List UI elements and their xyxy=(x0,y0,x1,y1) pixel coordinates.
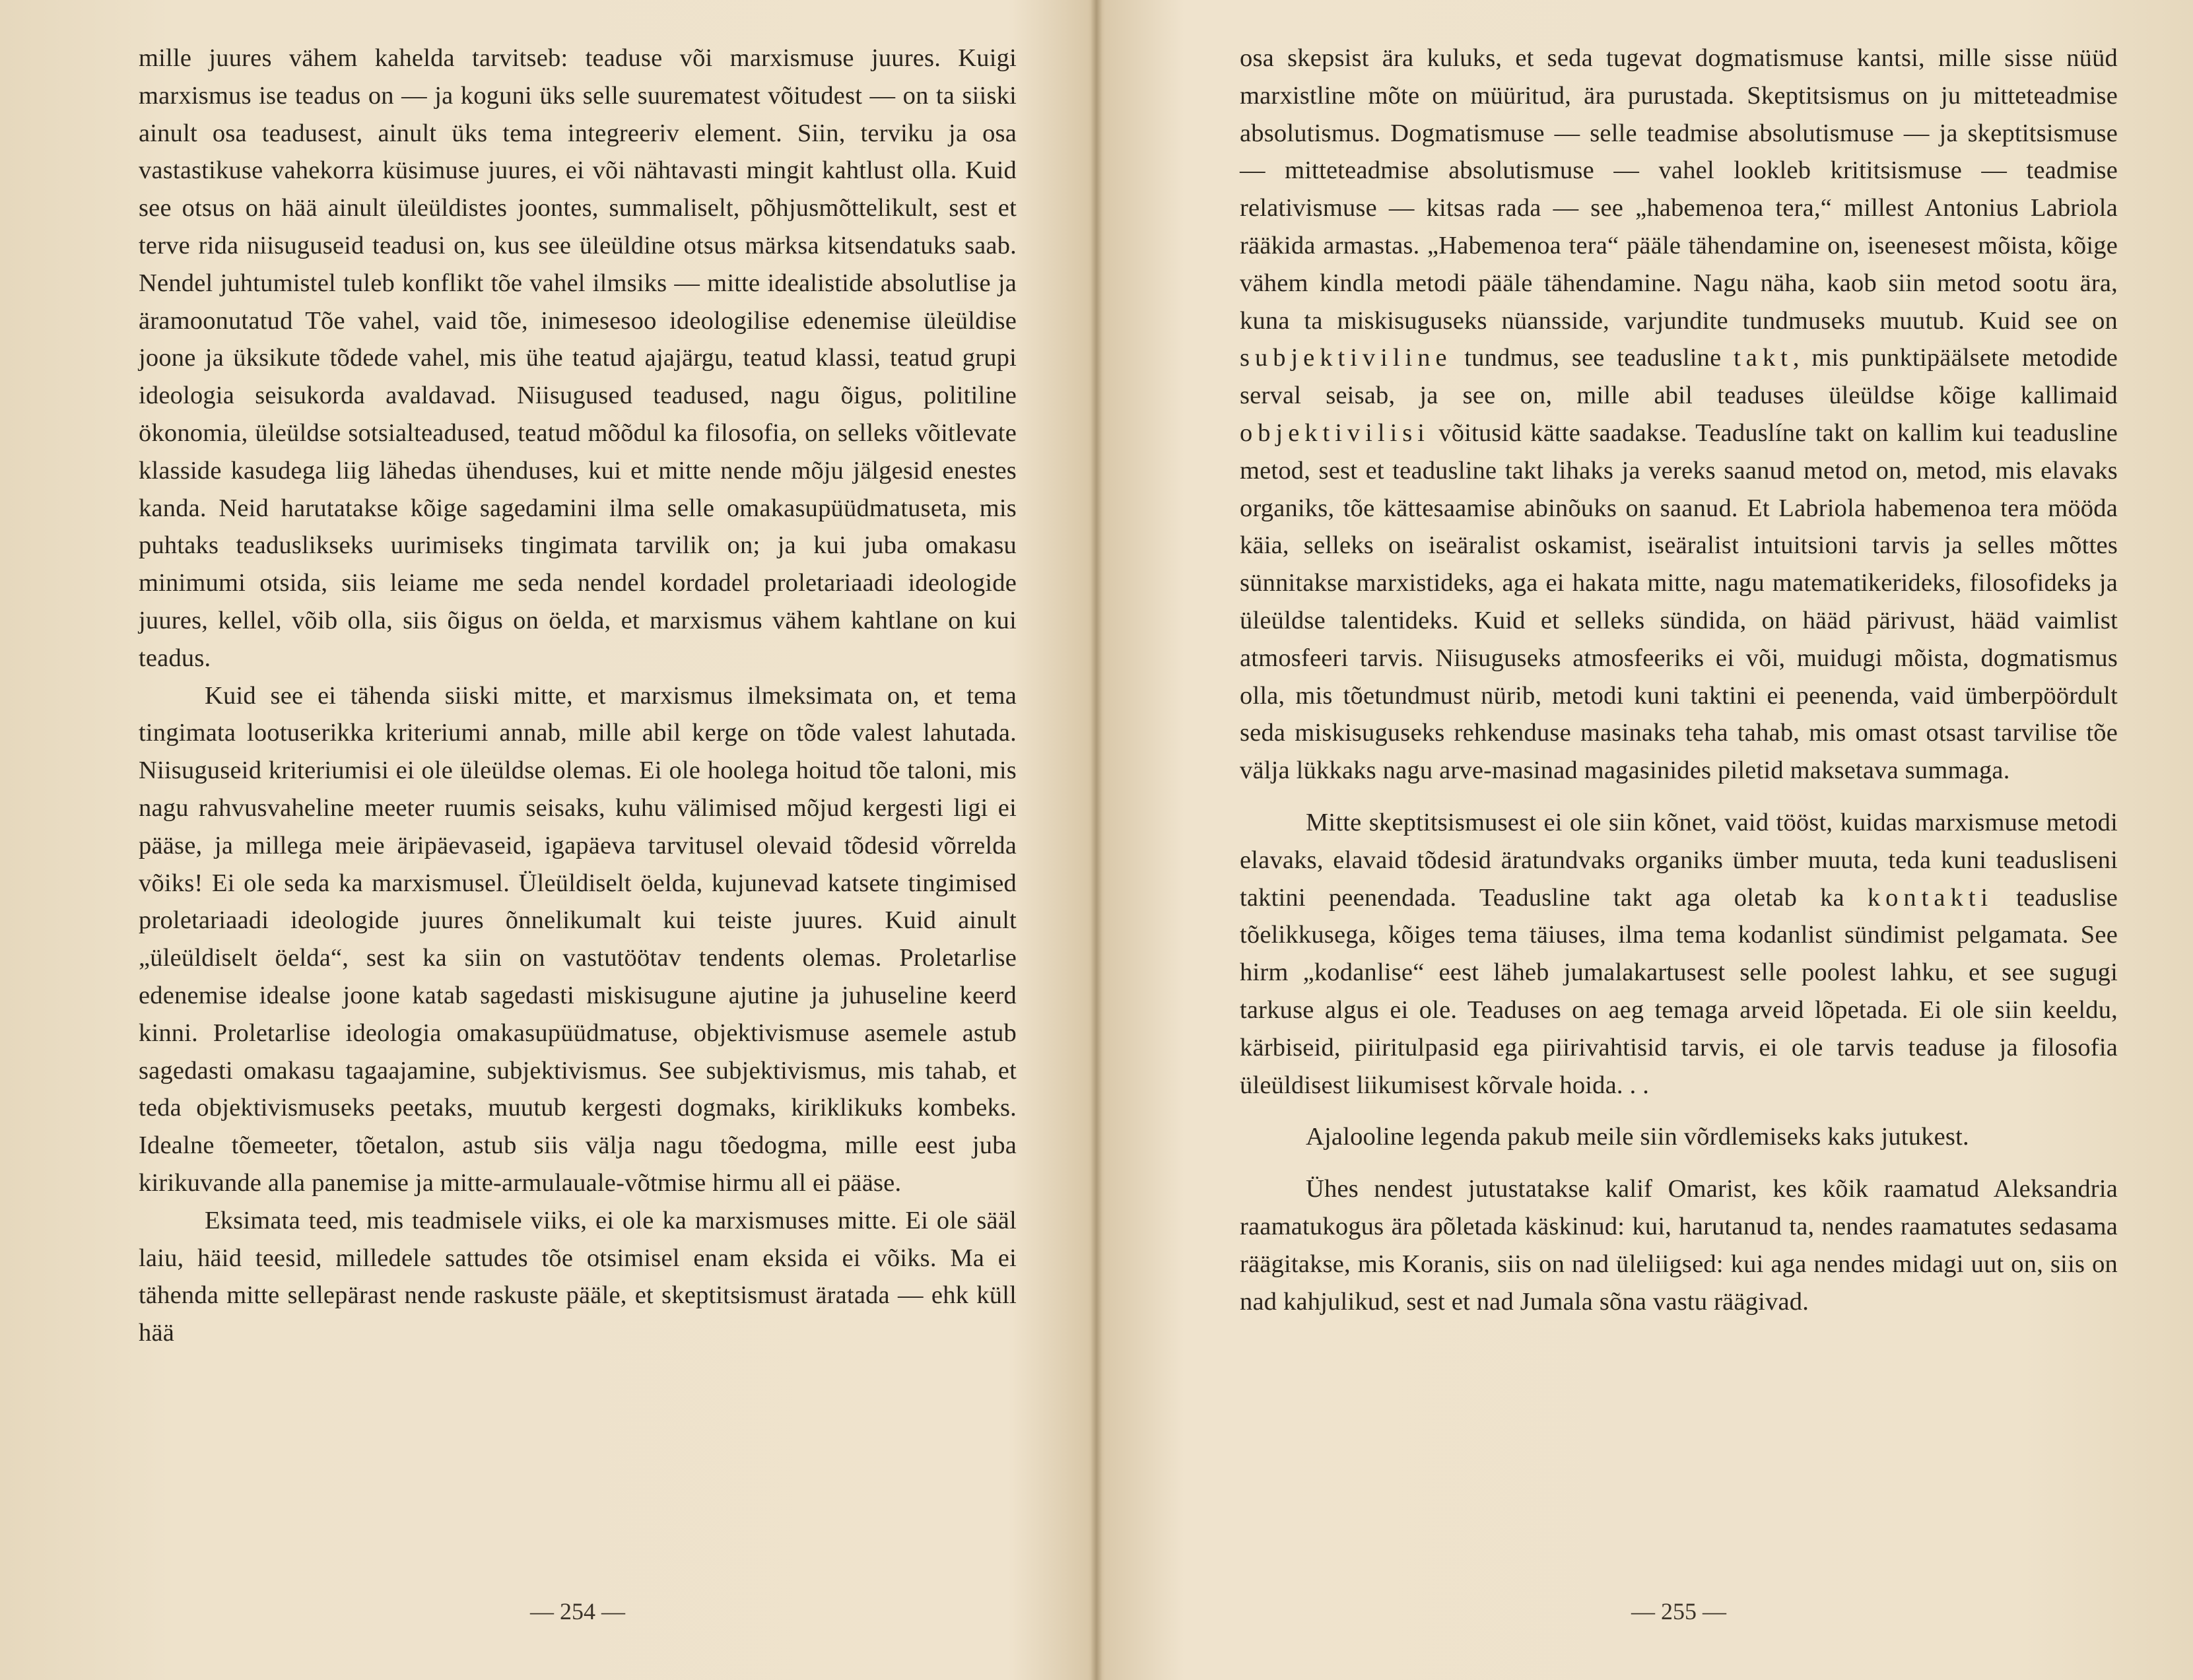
right-p1-part-1: osa skepsist ära kuluks, et seda tugevat dogmatismuse kantsi, mille sisse nüüd marxistline mõte on müüritud, ära purustada. Skeptitsismus on ju mitteteadmise absolutismus. Dogmatismuse — selle teadmise absolutismuse — ja skeptitsismuse — mitteteadmise absolutismuse — vahel lookleb krititsismuse — teadmise relativismuse — kitsas rada — see „habemenoa tera,“ millest Antonius Labriola rääkida armastas. „Habemenoa tera“ pääle tähendamine on, iseenesest mõista, kõige vähem kindla metodi pääle tähendamine. Nagu näha, kaob siin metod sootu ära, kuna ta miskisuguseks nüansside, varjundite tundmuseks muutub. Kuid see on xyxy=(1240,44,2118,335)
right-page-number: — 255 — xyxy=(1631,1598,1726,1625)
right-paragraph-1 xyxy=(1240,40,2118,790)
left-page-number: — 254 — xyxy=(530,1598,625,1625)
right-p2-part-1: Mitte skeptitsismusest ei ole siin kõnet, vaid tööst, kuidas marxismuse metodi elavaks, elavaid tõdesid äratundvaks organiks ümber muuta, teda kuni teadusliseni taktini peenendada. Teadusline takt aga oletab ka xyxy=(1240,808,2118,912)
right-paragraph-3: Ajalooline legenda pakub meile siin võrdlemiseks kaks jutukest. xyxy=(1306,1123,1969,1151)
left-paragraph-2: Kuid see ei tähenda siiski mitte, et marxismus ilmeksimata on, et tema tingimata lootuserikka kriteriumi annab, mille abil kerge on tõde valest lahutada. Niisuguseid kriteriumisi ei ole üleüldse olemas. Ei ole hoolega hoitud tõe taloni, mis nagu rahvusvaheline meeter ruumis seisaks, kuhu välimised mõjud kergesti ligi ei pääse, ja millega meie äripäevaseid, igapäeva tarvitusel olevaid tõdesid võrrelda võiks! Ei ole seda ka marxismusel. Üleüldiselt öelda, kujunevad katsete tingimised proletariaadi ideologide juures õnnelikumalt kui teiste juures. Kuid ainult „üleüldiselt öelda“, sest ka siin on vastutöötav tendents olemas. Proletarlise edenemise idealse joone katab sagedasti miskisugune ajutine ja juhuseline keerd kinni. Proletarlise ideologia omakasupüüdmatuse, objektivismuse asemele astub sagedasti omakasu tagaajamine, subjektivismus. See subjektivismus, mis tahab, et teda objektivismuseks peetaks, muutub kergesti dogmaks, kiriklikuks kombeks. Idealne tõemeeter, tõetalon, astub siis välja nagu tõedogma, mille eest juba kirikuvande alla panemise ja mitte-armulauale-võtmise hirmu all ei pääse. xyxy=(139,681,1017,1197)
left-paragraph-1: mille juures vähem kahelda tarvitseb: teaduse või marxismuse juures. Kuigi marxismus ise teadus on — ja koguni üks selle suurematest võitudest — on ta siiski ainult osa teadusest, ainult üks tema integreeriv element. Siin, terviku ja osa vastastikuse vahekorra küsimuse juures, ei või nähtavasti mingit kahtlust olla. Kuid see otsus on hää ainult üleüldistes joontes, summaliselt, põhjusmõttelikult, sest et terve rida niisuguseid teadusi on, kus see üleüldine otsus märksa kitsendatuks saab. Nendel juhtumistel tuleb konflikt tõe vahel ilmsiks — mitte idealistide absolutlise ja äramoonutatud Tõe vahel, vaid tõe, inimesesoo ideologilise edenemise üleüldise joone ja üksikute tõdede vahel, mis ühe teatud ajajärgu, teatud klassi, teatud grupi ideologia seisukorda avaldavad. Niisugused teadused, nagu õigus, politiline ökonomia, üleüldse sotsialteadused, teatud mõõdul ka filosofia, on selleks võitlevate klasside kasudega liig lähedas ühenduses, kui et mitte nende mõju jälgesid enestes kanda. Neid harutatakse kõige sagedamini ilma selle omakasupüüdmatuseta, mis puhtaks teaduslikseks uurimiseks tingimata tarvilik on; ja kui juba omakasu minimumi otsida, siis leiame me seda nendel kordadel proletariaadi ideologide juures, kellel, võib olla, siis õigus on öelda, et marxismus vähem kahtlane on kui teadus. xyxy=(139,44,1017,672)
right-p1-part-5: , mis punktipäälsete metodide serval seisab, ja see on, mille abil teaduses üleüldse kõige kallimaid xyxy=(1240,344,2118,410)
right-page-text xyxy=(1240,40,2118,1320)
left-paragraph-3: Eksimata teed, mis teadmisele viiks, ei ole ka marxismuses mitte. Ei ole sääl laiu, häid teesid, milledele sattudes tõe otsimisel enam eksida ei võiks. Ma ei tähenda mitte sellepärast nende raskuste pääle, et skeptitsismust äratada — ehk küll hää xyxy=(139,1206,1017,1347)
right-p1-part-3: tundmus, see teadusline xyxy=(1452,344,1734,372)
left-page-text xyxy=(139,40,1017,1352)
right-paragraph-4: Ühes nendest jutustatakse kalif Omarist, kes kõik raamatud Aleksandria raamatukogus ära põletada käskinud: kui, harutanud ta, nendes raamatutes sedasama räägitakse, mis Koranis, siis on nad üleliigsed: kui aga nendes midagi uut on, siis on nad kahjulikud, sest et nad Jumala sõna vastu räägivad. xyxy=(1240,1175,2118,1316)
right-page xyxy=(1240,40,2118,1663)
book-gutter xyxy=(1091,0,1102,1680)
right-paragraph-2 xyxy=(1240,804,2118,1104)
left-page xyxy=(139,40,1017,1663)
emphasis-objektivilisi: objektivilisi xyxy=(1240,419,1430,447)
right-p1-part-7: võitusid kätte saadakse. Teaduslíne takt on kallim kui teadusline metod, sest et teadusline takt lihaks ja vereks saanud metod on, metod, mis elavaks organiks, tõe kättesaamise abinõuks on saanud. Et Labriola habemenoa tera mööda käia, selleks on iseäralist oskamist, iseäralist intuitsioni tarvis ja selles mõttes sünnitakse marxistideks, aga ei hakata mitte, nagu matematikerideks, filosofideks ja üleüldse talentideks. Kuid et selleks sündida, on hääd pärivust, hääd vaimlist atmosfeeri tarvis. Niisuguseks atmosfeeriks ei või, muidugi mõista, dogmatismus olla, mis tõetundmust nürib, metodi kuni taktini ei peenenda, vaid ümberpöördult seda miskisuguseks rehkenduse masinaks teha tahab, mis omast otsast tarvilise tõe välja lükkaks nagu arve-masinad magasinides piletid maksetava summaga. xyxy=(1240,419,2118,785)
right-p2-part-3: teaduslise tõelikkusega, kõiges tema täiuses, ilma tema kodanlist sündimist pelgamata. See hirm „kodanlise“ eest läheb jumalakartusest selle poolest lahku, et see sugugi tarkuse algus ei ole. Teaduses on aeg temaga arveid lõpetada. Ei ole siin keeldu, kärbiseid, piiritulpasid ega piirivahtisid tarvis, ei ole tarvis teaduse ja filosofia üleüldisest liikumisest kõrvale hoida. . . xyxy=(1240,883,2118,1099)
emphasis-kontakti: kontakti xyxy=(1867,883,1994,912)
emphasis-subjektiviline: subjektiviline xyxy=(1240,344,1452,372)
emphasis-takt: takt xyxy=(1734,344,1793,372)
